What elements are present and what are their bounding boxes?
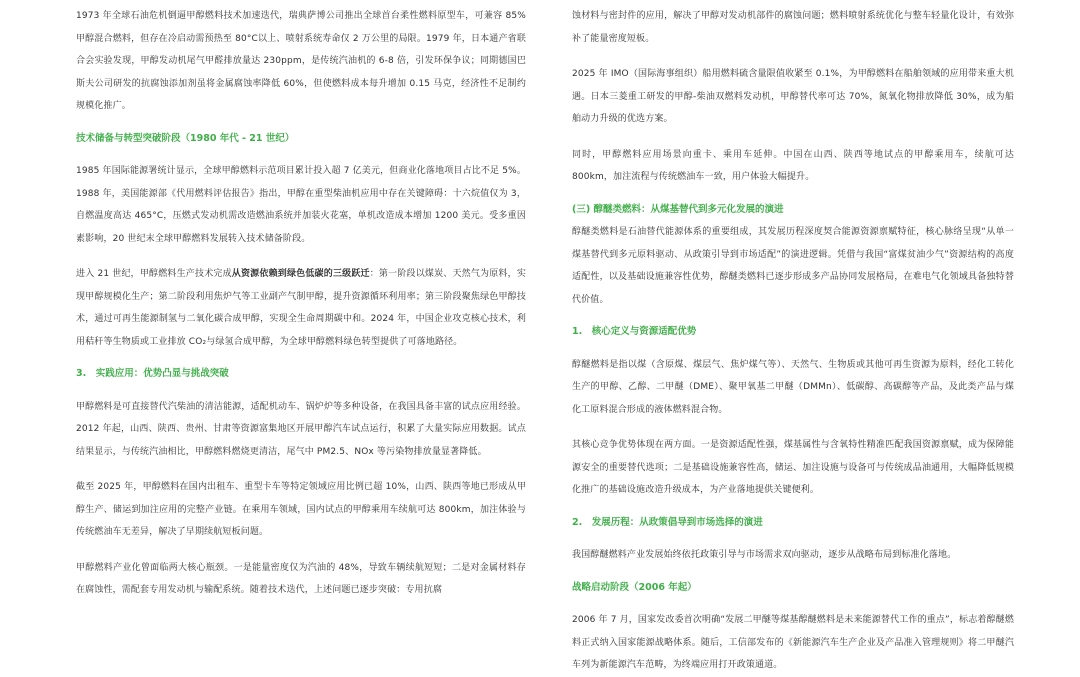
paragraph-methanol-clean-energy: 甲醇燃料是可直接替代汽柴油的清洁能源，适配机动车、锅炉炉等多种设备，在我国具备丰富的试点应用经验。2012 年起，山西、陕西、贵州、甘肃等资源富集地区开展甲醇汽车试点运行，积累了大量实际应用数据。试点结果显示，与传统汽油相比，甲醇燃料燃烧更清洁，尾气中 PM2.5、NOx 等污染物排放量显著降低。 [76, 401, 526, 457]
paragraph-1973-crisis: 1973 年全球石油危机倒逼甲醇燃料技术加速迭代，瑞典萨博公司推出全球首台柔性燃料原型车，可兼容 85% 甲醇混合燃料，但存在冷启动需预热至 80°C以上、喷射系统寿命仅 2 万公里的局限。1979 年，日本通产省联合会实验发现，甲醇发动机尾气甲醛排放量达 230ppm，是传统汽油机的 6-8 倍，引发环保争议；同期德国巴斯夫公司研发的抗腐蚀添加剂虽将金属腐蚀率降低 60%，但使燃料成本每升增加 0.15 马克，经济性不足制约规模化推广。 [76, 11, 526, 111]
bold-three-stage-leap: 从资源依赖到绿色低碳的三级跃迁 [231, 269, 370, 279]
section-heading-definition: 1. 核心定义与资源适配优势 [572, 326, 697, 337]
paragraph-history-intro: 我国醇醚燃料产业发展始终依托政策引导与市场需求双向驱动，逐步从战略布局到标准化落地。 [572, 550, 957, 560]
paragraph-alcohol-ether-intro: 醇醚类燃料是石油替代能源体系的重要组成，其发展历程深度契合能源资源禀赋特征，核心脉络呈现“从单一煤基替代到多元原料驱动、从政策引导到市场适配”的演进逻辑。凭借与我国“富煤贫油少气”资源结构的高度适配性，以及基础设施兼容性优势，醇醚类燃料已逐步形成多产品协同发展格局，在难电气化领域具备独特替代价值。 [572, 227, 1014, 305]
paragraph-imo-2025: 2025 年 IMO（国际海事组织）船用燃料硫含量限值收紧至 0.1%，为甲醇燃料在船舶领域的应用带来重大机遇。日本三菱重工研发的甲醇-柴油双燃料发动机，甲醇替代率可达 70%，氮氧化物排放降低 30%，成为船舶动力升级的优选方案。 [572, 69, 1014, 124]
paragraph-2025-application: 截至 2025 年，甲醇燃料在国内出租车、重型卡车等特定领域应用比例已超 10%，山西、陕西等地已形成从甲醇生产、储运到加注应用的完整产业链。在乘用车领域，国内试点的甲醇乘用车续航可达 800km，加注体验与传统燃油车无差异，解决了早期续航短板问题。 [76, 482, 526, 537]
paragraph-anticorrosion: 蚀材料与密封件的应用，解决了甲醇对发动机部件的腐蚀问题；燃料喷射系统优化与整车轻量化设计，有效弥补了能量密度短板。 [572, 11, 1014, 44]
paragraph-1985-iea: 1985 年国际能源署统计显示，全球甲醇燃料示范项目累计投入超 7 亿美元，但商业化落地项目占比不足 5%。1988 年，美国能源部《代用燃料评估报告》指出，甲醇在重型柴油机应用中存在关键障碍：十六烷值仅为 3，自燃温度高达 465°C，压燃式发动机需改造燃油系统并加装火花塞，单机改造成本增加 1200 美元。受多重因素影响，20 世纪末全球甲醇燃料发展转入技术储备阶段。 [76, 166, 526, 244]
section-heading-strategy-launch: 战略启动阶段（2006 年起） [572, 581, 697, 593]
right-column [572, 5, 1014, 677]
paragraph-bottlenecks: 甲醇燃料产业化曾面临两大核心瓶颈。一是能量密度仅为汽油的 48%，导致车辆续航短短；二是对金属材料存在腐蚀性，需配套专用发动机与输配系统。随着技术迭代，上述问题已逐步突破：专用抗腐 [76, 562, 526, 595]
section-heading-alcohol-ether: (三) 醇醚类燃料：从煤基替代到多元化发展的演进 [572, 203, 784, 215]
paragraph-2006-ndrc: 2006 年 7 月，国家发改委首次明确“发展二甲醚等煤基醇醚燃料是未来能源替代工作的重点”，标志着醇醚燃料正式纳入国家能源战略体系。随后，工信部发布的《新能源汽车生产企业及产品准入管理规则》将二甲醚汽车列为新能源汽车范畴，为终端应用打开政策通道。 [572, 615, 1014, 670]
paragraph-application-scenarios: 同时，甲醇燃料应用场景向重卡、乘用车延伸。中国在山西、陕西等地试点的甲醇乘用车，续航可达 800km，加注流程与传统燃油车一致，用户体验大幅提升。 [572, 149, 1014, 182]
paragraph-definition: 醇醚燃料是指以煤（含原煤、煤层气、焦炉煤气等）、天然气、生物质或其他可再生资源为原料，经化工转化生产的甲醇、乙醇、二甲醚（DME）、聚甲氧基二甲醚（DMMn）、低碳醇、高碳醇等产品，及此类产品与煤化工原料混合形成的液体燃料混合物。 [572, 359, 1014, 415]
paragraph-21st-century: 进入 21 世纪，甲醇燃料生产技术完成从资源依赖到绿色低碳的三级跃迁：第一阶段以煤炭、天然气为原料，实现甲醇规模化生产；第二阶段利用焦炉气等工业副产气制甲醇，提升资源循环利用率；第三阶段聚焦绿色甲醇技术，通过可再生能源制氢与二氧化碳合成甲醇，实现全生命周期碳中和。2024 年，中国企业攻克核心技术，利用秸秆等生物质或工业排放 CO₂与绿氢合成甲醇，为全球甲醇燃料绿色转型提供了可落地路径。 [76, 269, 526, 347]
section-heading-practice: 3. 实践应用：优势凸显与挑战突破 [76, 368, 229, 379]
section-heading-history: 2. 发展历程：从政策倡导到市场选择的演进 [572, 516, 763, 528]
section-heading-tech-reserve: 技术储备与转型突破阶段（1980 年代 - 21 世纪） [76, 132, 295, 144]
left-column [76, 5, 526, 602]
paragraph-advantages: 其核心竞争优势体现在两方面。一是资源适配性强，煤基属性与含氧特性精准匹配我国资源禀赋，成为保障能源安全的重要替代选项；二是基础设施兼容性高，储运、加注设施与设备可与传统成品油通用，大幅降低规模化推广的基础设施改造升级成本，为产业落地提供关键便利。 [572, 440, 1014, 495]
